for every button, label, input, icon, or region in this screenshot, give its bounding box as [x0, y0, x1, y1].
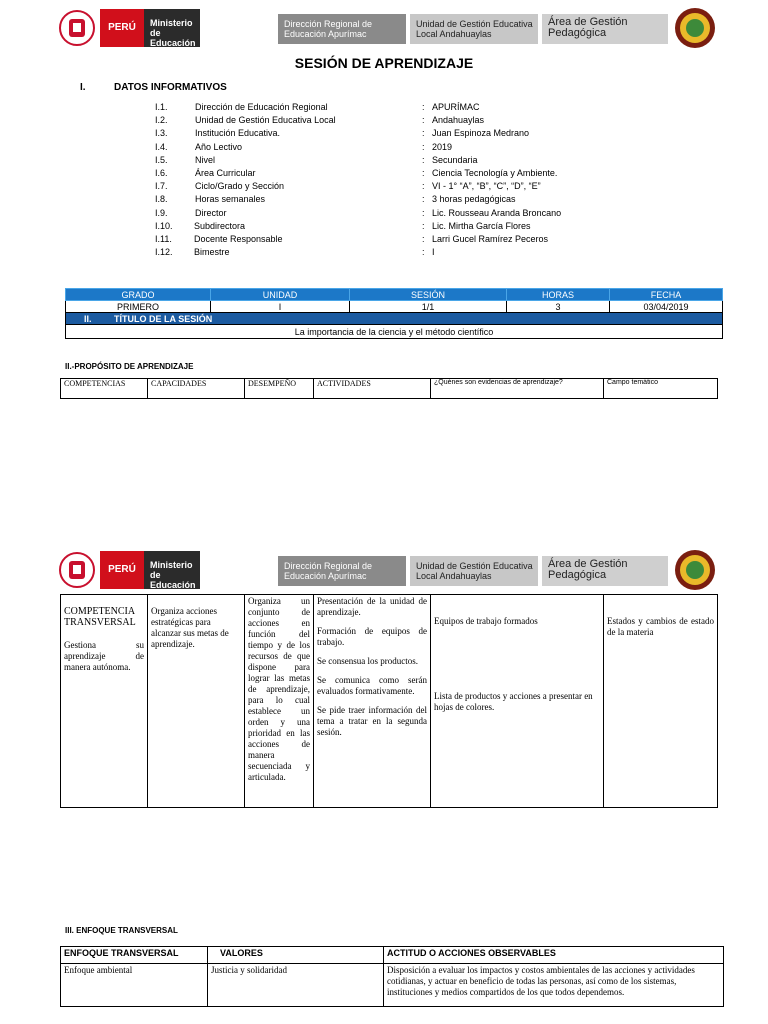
datos-value: I: [432, 247, 435, 258]
cell-unidad: I: [211, 301, 350, 313]
session-title-row: [66, 313, 723, 325]
national-seal-icon: [58, 551, 96, 589]
datos-key: Área Curricular: [195, 168, 256, 178]
datos-value: Juan Espinoza Medrano: [432, 128, 530, 139]
datos-value: Ciencia Tecnología y Ambiente.: [432, 168, 558, 178]
datos-num: I.12.: [155, 247, 173, 258]
enfoque-table: [60, 946, 724, 1007]
datos-key: Ciclo/Grado y Sección: [195, 181, 285, 192]
ugel-label: Unidad de Gestión Educativa Local Andahuaylas: [410, 14, 538, 44]
cell-capacidades: [148, 595, 245, 808]
cell-fecha: 03/04/2019: [610, 301, 723, 313]
title-number: II.: [84, 313, 92, 324]
datos-value: Lic. Mirtha García Flores: [432, 220, 531, 231]
peru-label: PERÚ: [100, 9, 144, 47]
competency-table: [60, 594, 718, 808]
datos-num: I.6.: [155, 168, 168, 178]
cell-grado: PRIMERO: [66, 301, 211, 313]
datos-colon: :: [422, 115, 425, 126]
datos-key: Director: [195, 207, 227, 218]
cell-competencia: [61, 595, 148, 808]
cell-evidencias: [431, 595, 604, 808]
ministry-label: Ministerio de Educación: [144, 551, 200, 589]
ugel-label: Unidad de Gestión Educativa Local Andahuaylas: [410, 556, 538, 586]
enfoque-value: Enfoque ambiental: [61, 964, 208, 1007]
school-emblem-icon: [673, 548, 717, 592]
purpose-table: [60, 378, 718, 399]
datos-key: Subdirectora: [194, 220, 246, 231]
ph-campo: Campo temático: [604, 379, 718, 399]
datos-colon: :: [422, 128, 425, 139]
datos-key: Año Lectivo: [195, 141, 243, 152]
datos-colon: :: [422, 194, 425, 205]
col-grado: GRADO: [66, 289, 211, 301]
datos-num: I.9.: [155, 207, 168, 218]
datos-key: Nivel: [195, 154, 216, 165]
capacidades-text: Organiza acciones estratégicas para alcanzar sus metas de aprendizaje.: [151, 606, 229, 649]
datos-key: Docente Responsable: [194, 234, 283, 244]
datos-num: I.4.: [155, 141, 168, 152]
school-emblem-icon: [673, 6, 717, 50]
datos-num: I.10.: [155, 220, 173, 231]
datos-value: 2019: [432, 141, 453, 152]
title-label: TÍTULO DE LA SESIÓN: [114, 313, 213, 324]
eh-enfoque: ENFOQUE TRANSVERSAL: [61, 947, 208, 964]
eh-valores: VALORES: [208, 947, 384, 964]
actividad-3: Se consensua los productos.: [317, 656, 418, 666]
session-title: La importancia de la ciencia y el método científico: [66, 325, 723, 339]
datos-key: Bimestre: [194, 247, 230, 258]
competencia-label: COMPETENCIA TRANSVERSAL: [64, 606, 136, 628]
section1-number: I.: [80, 82, 86, 93]
datos-key: Horas semanales: [195, 194, 266, 205]
cell-campo: [604, 595, 718, 808]
datos-colon: :: [422, 247, 425, 258]
datos-value: Andahuaylas: [432, 115, 485, 126]
datos-colon: :: [422, 141, 425, 152]
cell-actividades: [314, 595, 431, 808]
datos-num: I.7.: [155, 181, 168, 192]
ph-capacidades: CAPACIDADES: [148, 379, 245, 399]
datos-value: Larri Gucel Ramírez Peceros: [432, 234, 549, 244]
direccion-label: Dirección Regional de Educación Apurímac: [278, 556, 406, 586]
evidencia-2: Lista de productos y acciones a presentar en hojas de colores.: [434, 691, 593, 712]
competencia-text: Gestiona su aprendizaje de manera autónoma.: [64, 640, 144, 672]
header-banner-2: [58, 548, 718, 594]
datos-colon: :: [422, 207, 425, 218]
campo-text: Estados y cambios de estado de la materia: [607, 616, 714, 637]
ph-actividades: ACTIVIDADES: [314, 379, 431, 399]
datos-colon: :: [422, 234, 425, 244]
ph-desempeno: DESEMPEÑO: [245, 379, 314, 399]
session-table: [65, 288, 723, 339]
datos-value: VI - 1° “A”, “B”, “C”, “D”, “E”: [432, 181, 541, 192]
cell-horas: 3: [507, 301, 610, 313]
header-banner: [58, 6, 718, 52]
datos-num: I.11.: [155, 234, 172, 244]
peru-label: PERÚ: [100, 551, 144, 589]
direccion-label: Dirección Regional de Educación Apurímac: [278, 14, 406, 44]
national-seal-icon: [58, 9, 96, 47]
enfoque-heading: III. ENFOQUE TRANSVERSAL: [65, 926, 178, 935]
actividad-1: Presentación de la unidad de aprendizaje.: [317, 596, 427, 617]
datos-key: Institución Educativa.: [195, 128, 281, 139]
datos-colon: :: [422, 220, 425, 231]
cell-sesion: 1/1: [350, 301, 507, 313]
evidencia-1: Equipos de trabajo formados: [434, 616, 538, 626]
actividad-5: Se pide traer información del tema a tratar en la segunda sesión.: [317, 705, 427, 737]
area-label: Área de Gestión Pedagógica: [542, 14, 668, 44]
peru-ministry-logo: [100, 9, 200, 47]
datos-colon: :: [422, 102, 425, 112]
ph-competencias: COMPETENCIAS: [61, 379, 148, 399]
datos-key: Unidad de Gestión Educativa Local: [195, 115, 336, 126]
datos-num: I.3.: [155, 128, 168, 139]
datos-value: Secundaria: [432, 154, 478, 165]
peru-ministry-logo: [100, 551, 200, 589]
purpose-heading: II.-PROPÓSITO DE APRENDIZAJE: [65, 362, 194, 371]
datos-num: I.1.: [155, 102, 168, 112]
actividad-4: Se comunica como serán evaluados formativamente.: [317, 675, 427, 696]
datos-num: I.5.: [155, 154, 168, 165]
ministry-label: Ministerio de Educación: [144, 9, 200, 47]
datos-colon: :: [422, 181, 425, 192]
col-horas: HORAS: [507, 289, 610, 301]
datos-colon: :: [422, 154, 425, 165]
valores-value: Justicia y solidaridad: [208, 964, 384, 1007]
eh-actitud: ACTITUD O ACCIONES OBSERVABLES: [384, 947, 724, 964]
datos-value: Lic. Rousseau Aranda Broncano: [432, 207, 562, 218]
datos-num: I.2.: [155, 115, 168, 126]
actividad-2: Formación de equipos de trabajo.: [317, 626, 427, 647]
actitud-value: Disposición a evaluar los impactos y costos ambientales de las acciones y actividades cotidianas, y actuar en beneficio de todas las personas, así como de los sistemas, instituciones y medios compartidos de los que todos dependemos.: [384, 964, 724, 1007]
col-sesion: SESIÓN: [350, 289, 507, 301]
col-unidad: UNIDAD: [211, 289, 350, 301]
area-label: Área de Gestión Pedagógica: [542, 556, 668, 586]
ph-evidencias: ¿Quénes son evidencias de aprendizaje?: [431, 379, 604, 399]
datos-value: 3 horas pedagógicas: [432, 194, 516, 205]
page-title: SESIÓN DE APRENDIZAJE: [294, 55, 474, 71]
datos-num: I.8.: [155, 194, 168, 205]
datos-key: Dirección de Educación Regional: [195, 102, 328, 112]
section1-heading: DATOS INFORMATIVOS: [114, 82, 227, 93]
cell-desempeno: Organiza un conjunto de acciones en función del tiempo y de los recursos de que dispone para lograr las metas de aprendizaje, para lo cual establece un orden y una prioridad en las acciones de manera secuenciada y articulada.: [245, 595, 314, 808]
col-fecha: FECHA: [610, 289, 723, 301]
datos-value: APURÍMAC: [432, 102, 480, 112]
datos-colon: :: [422, 168, 425, 178]
